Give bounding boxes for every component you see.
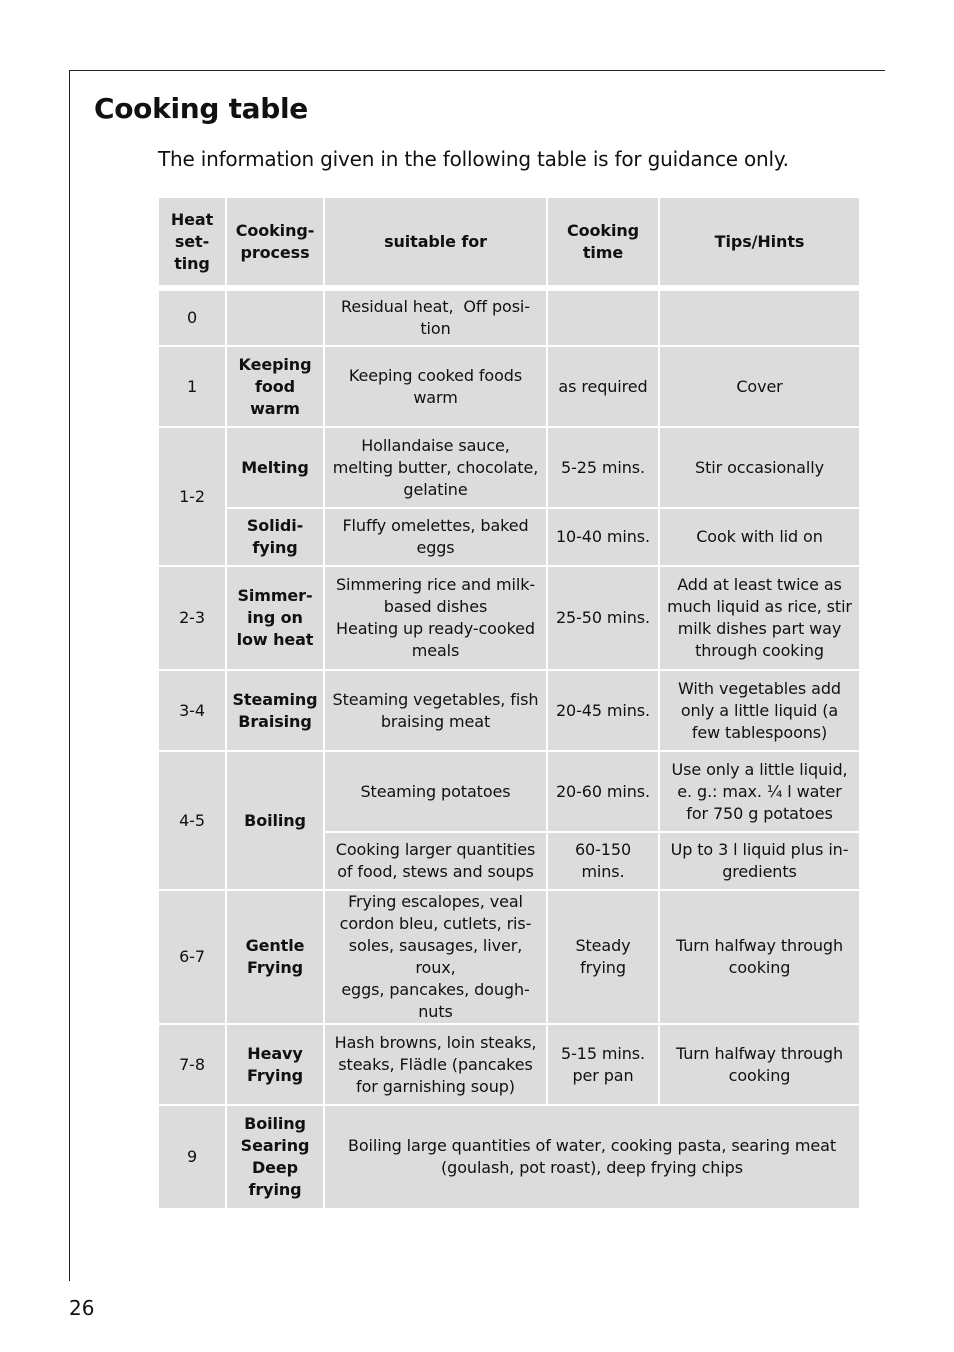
- time-cell: 20-45 mins.: [547, 670, 659, 751]
- process-cell: Solidi- fying: [226, 508, 324, 566]
- table-row: [158, 1024, 860, 1105]
- process-cell: Gentle Frying: [226, 890, 324, 1024]
- process-cell: Keeping food warm: [226, 346, 324, 427]
- suitable-cell: Steaming vegetables, fish braising meat: [324, 670, 547, 751]
- heat-cell: 3-4: [158, 670, 226, 751]
- tips-cell: Cover: [659, 346, 860, 427]
- process-cell: [226, 290, 324, 346]
- page-number: 26: [69, 1296, 95, 1320]
- header-cooking-process: Cooking- process: [226, 197, 324, 285]
- process-cell: Boiling: [226, 751, 324, 890]
- tips-cell: Up to 3 l liquid plus in- gredients: [659, 832, 860, 890]
- table-row: [158, 427, 860, 508]
- tips-cell: Add at least twice as much liquid as rice, stir milk dishes part way through cooking: [659, 566, 860, 670]
- process-cell: Melting: [226, 427, 324, 508]
- time-cell: 20-60 mins.: [547, 751, 659, 832]
- heat-cell: 1-2: [158, 427, 226, 566]
- header-heat-setting: Heat set- ting: [158, 197, 226, 285]
- tips-cell: Stir occasionally: [659, 427, 860, 508]
- tips-cell: Turn halfway through cooking: [659, 1024, 860, 1105]
- process-cell: Steaming Braising: [226, 670, 324, 751]
- header-tips-hints: Tips/Hints: [659, 197, 860, 285]
- heat-cell: 7-8: [158, 1024, 226, 1105]
- time-cell: 10-40 mins.: [547, 508, 659, 566]
- suitable-cell: Hollandaise sauce, melting butter, chocolate, gelatine: [324, 427, 547, 508]
- suitable-cell: Steaming potatoes: [324, 751, 547, 832]
- heat-cell: 0: [158, 290, 226, 346]
- suitable-cell: Fluffy omelettes, baked eggs: [324, 508, 547, 566]
- tips-cell: With vegetables add only a little liquid (a few tablespoons): [659, 670, 860, 751]
- table-row: [158, 670, 860, 751]
- suitable-cell: Residual heat, Off posi- tion: [324, 290, 547, 346]
- process-cell: Simmer- ing on low heat: [226, 566, 324, 670]
- left-rule: [69, 70, 70, 1281]
- time-cell: 25-50 mins.: [547, 566, 659, 670]
- page-title: Cooking table: [94, 92, 308, 125]
- time-cell: 60-150 mins.: [547, 832, 659, 890]
- tips-cell: Turn halfway through cooking: [659, 890, 860, 1024]
- time-cell: [547, 290, 659, 346]
- table-row: [158, 290, 860, 346]
- time-cell: 5-15 mins. per pan: [547, 1024, 659, 1105]
- table-row: [158, 566, 860, 670]
- heat-cell: 9: [158, 1105, 226, 1209]
- top-rule: [69, 70, 885, 71]
- table-header-row: [158, 197, 860, 285]
- time-cell: Steady frying: [547, 890, 659, 1024]
- intro-text: The information given in the following table is for guidance only.: [158, 147, 789, 171]
- table-row: [158, 890, 860, 1024]
- suitable-cell: Simmering rice and milk- based dishes Heating up ready-cooked meals: [324, 566, 547, 670]
- suitable-cell: Boiling large quantities of water, cooking pasta, searing meat (goulash, pot roast), deep frying chips: [324, 1105, 860, 1209]
- table-row: [158, 751, 860, 832]
- heat-cell: 1: [158, 346, 226, 427]
- tips-cell: Cook with lid on: [659, 508, 860, 566]
- heat-cell: 6-7: [158, 890, 226, 1024]
- table-row: [158, 346, 860, 427]
- time-cell: 5-25 mins.: [547, 427, 659, 508]
- tips-cell: Use only a little liquid, e. g.: max. ¼ l water for 750 g potatoes: [659, 751, 860, 832]
- suitable-cell: Cooking larger quantities of food, stews and soups: [324, 832, 547, 890]
- time-cell: as required: [547, 346, 659, 427]
- suitable-cell: Frying escalopes, veal cordon bleu, cutlets, ris- soles, sausages, liver, roux, eggs, pancakes, dough- nuts: [324, 890, 547, 1024]
- header-cooking-time: Cooking time: [547, 197, 659, 285]
- heat-cell: 4-5: [158, 751, 226, 890]
- cooking-table: [157, 196, 861, 1210]
- header-suitable-for: suitable for: [324, 197, 547, 285]
- heat-cell: 2-3: [158, 566, 226, 670]
- tips-cell: [659, 290, 860, 346]
- process-cell: Heavy Frying: [226, 1024, 324, 1105]
- suitable-cell: Keeping cooked foods warm: [324, 346, 547, 427]
- table-row: [158, 1105, 860, 1209]
- process-cell: Boiling Searing Deep frying: [226, 1105, 324, 1209]
- suitable-cell: Hash browns, loin steaks, steaks, Flädle (pancakes for garnishing soup): [324, 1024, 547, 1105]
- table-row: [158, 508, 860, 566]
